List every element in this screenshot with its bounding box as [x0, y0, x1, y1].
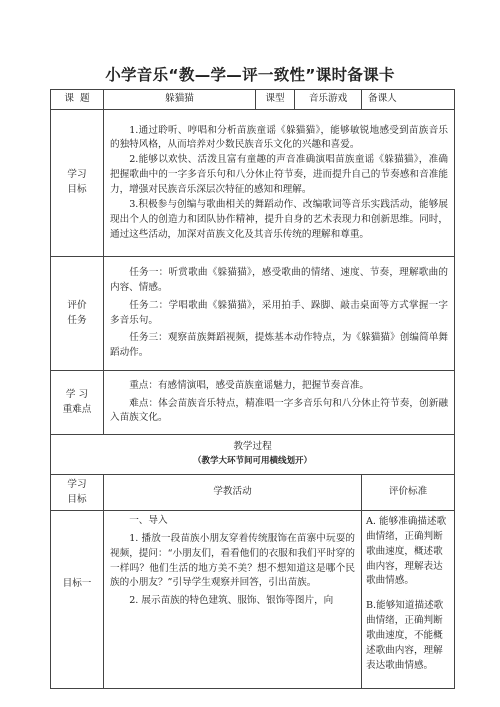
goals-label — [51, 110, 104, 257]
goal-item: 2.能够以欢快、活泼且富有童趣的声音准确演唱苗族童谣《躲猫猫》，准确把握歌曲中的一字多音乐句和八分休止符节奏，进而提升自己的节奏感和音准能力，增强对民族音乐深层次特征的感知和理解。 — [110, 154, 448, 195]
process-subtitle: （教学大环节间可用横线划开） — [192, 456, 312, 467]
assessment-label-line1: 评价 — [67, 299, 87, 311]
course-label: 课 题 — [51, 90, 104, 110]
focus-label-line1: 学 习 — [65, 388, 89, 400]
focus-label-line2: 重难点 — [62, 403, 92, 415]
focus-item: 难点：体会苗族音乐特点，精准唱一字多音乐句和八分休止符节奏，创新融入苗族文化。 — [110, 397, 448, 424]
assessment-content — [104, 257, 455, 371]
criteria-content — [362, 511, 455, 689]
course-value: 躲猫猫 — [104, 90, 256, 110]
focus-row — [51, 371, 455, 435]
goals-label-line2: 目标 — [67, 184, 87, 195]
course-info-row — [51, 90, 455, 110]
assessment-row — [51, 257, 455, 371]
activity-item: 一、导入 — [129, 515, 168, 526]
goals-label-line1: 学习 — [67, 169, 87, 181]
goal-item: 1.通过聆听、哼唱和分析苗族童谣《躲猫猫》，能够敏锐地感受到苗族音乐的独特风格，从而培养对少数民族音乐文化的兴趣和喜爱。 — [110, 124, 448, 151]
page-title: 小学音乐“教—学—评一致性”课时备课卡 — [105, 66, 395, 84]
lesson-plan-table — [50, 89, 455, 689]
assessment-item: 任务三：观察苗族舞蹈视频，提炼基本动作特点，为《躲猫猫》创编简单舞蹈动作。 — [110, 332, 448, 359]
focus-content — [104, 371, 455, 435]
col-criteria-header: 评价标准 — [362, 475, 455, 511]
focus-label — [51, 371, 104, 435]
process-columns-row — [51, 475, 455, 511]
col-goal-header — [51, 475, 104, 511]
focus-item: 重点：有感情演唱，感受苗族童谣魅力，把握节奏音准。 — [129, 379, 370, 391]
criteria-item: B.能够知道描述歌曲情绪，正确判断歌曲速度，不能概述歌曲内容，理解表达歌曲情感。 — [366, 600, 444, 671]
activity-item: 1. 播放一段苗族小朋友穿着传统服饰在苗寨中玩耍的视频，提问：“小朋友们，看看他们的衣服和我们平时穿的一样吗？他们生活的地方美不美？想不想知道这是哪个民族的小朋友？”引导学生观察并回答，引出苗族。 — [110, 532, 355, 589]
goals-row — [51, 110, 455, 257]
type-value: 音乐游戏 — [295, 90, 362, 110]
type-label: 课型 — [256, 90, 295, 110]
assessment-label-line2: 任务 — [67, 314, 87, 326]
goal-item: 3.积极参与创编与歌曲相关的舞蹈动作、改编歌词等音乐实践活动，能够展现出个人的创造力和团队协作精神，提升自身的艺术表现力和创新思维。同时，通过这些活动，加深对苗族文化及其音乐传统的理解和尊重。 — [110, 198, 448, 240]
activity-content — [104, 511, 362, 689]
assessment-label — [51, 257, 104, 371]
process-header-row — [51, 435, 455, 475]
preparer-label: 备课人 — [368, 93, 397, 105]
preparer-cell — [362, 90, 455, 110]
assessment-item: 任务一：听赏歌曲《躲猫猫》，感受歌曲的情绪、速度、节奏，理解歌曲的内容、情感。 — [110, 266, 448, 293]
goal-one-tag: 目标一 — [51, 511, 104, 689]
criteria-item: A. 能够准确描述歌曲情绪，正确判断歌曲速度，概述歌曲内容，理解表达歌曲情感。 — [366, 516, 447, 587]
activity-item: 2. 展示苗族的特色建筑、服饰、银饰等图片，向 — [129, 595, 334, 607]
col-goal-line1: 学习 — [67, 478, 87, 490]
col-goal-line2: 目标 — [67, 493, 87, 505]
goals-content — [104, 110, 455, 257]
process-header — [51, 435, 455, 475]
process-title: 教学过程 — [233, 441, 272, 453]
col-activity-header: 学教活动 — [104, 475, 362, 511]
assessment-item: 任务二：学唱歌曲《躲猫猫》，采用拍手、跺脚、敲击桌面等方式掌握一字多音乐句。 — [110, 299, 448, 326]
goal-one-row — [51, 511, 455, 689]
